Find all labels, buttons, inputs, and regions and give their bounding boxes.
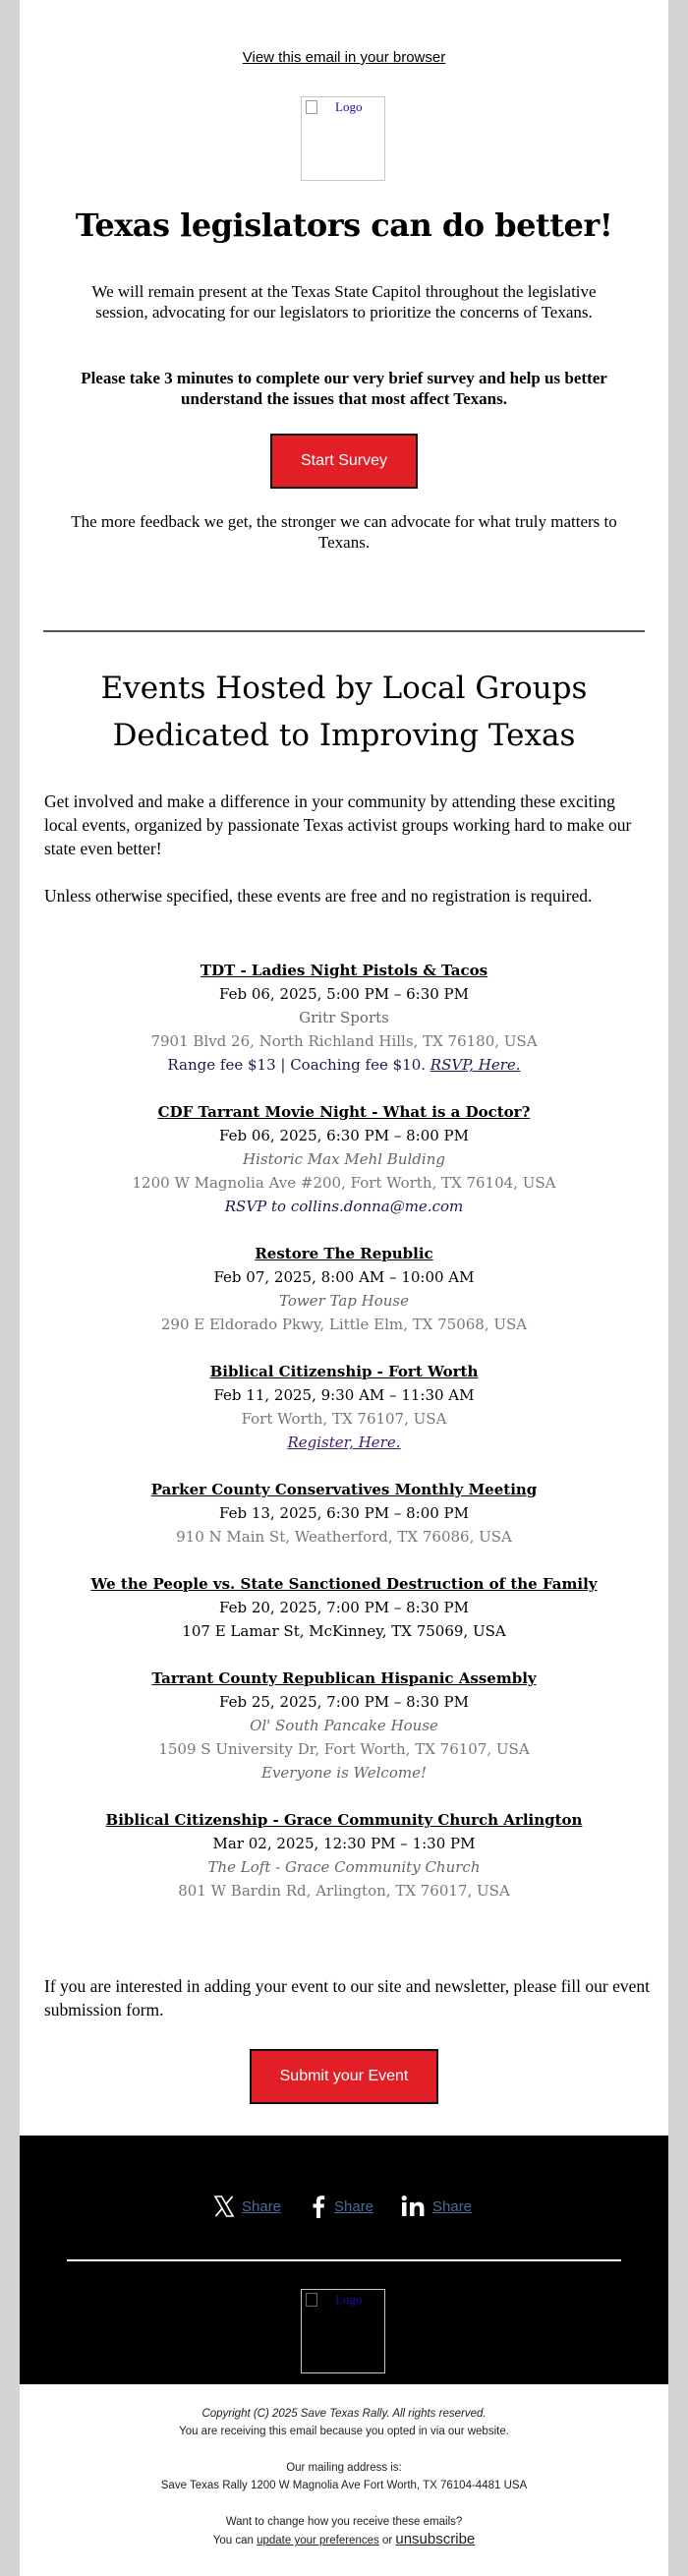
footer-logo-image: Logo (301, 2289, 385, 2373)
unsubscribe-link[interactable]: unsubscribe (395, 2531, 476, 2547)
register-link[interactable]: Register, Here. (287, 1434, 401, 1451)
share-linkedin-link[interactable]: Share (401, 2195, 472, 2218)
section-divider (43, 630, 645, 632)
survey-callout: Please take 3 minutes to complete our very brief survey and help us better understand the issues that most affect Texans. (81, 369, 607, 408)
event-title[interactable]: Biblical Citizenship - Fort Worth (209, 1363, 479, 1380)
preferences-block: Want to change how you receive these emails? You can update your preferences or unsubscribe (212, 2516, 476, 2547)
event-title[interactable]: Biblical Citizenship - Grace Community Church Arlington (105, 1811, 583, 1829)
event-address: 910 N Main St, Weatherford, TX 76086, USA (176, 1528, 512, 1546)
event-title[interactable]: CDF Tarrant Movie Night - What is a Doctor? (157, 1103, 531, 1121)
hero-title: Texas legislators can do better! (75, 206, 613, 244)
event-item (20, 959, 668, 1077)
event-item (20, 1667, 668, 1785)
social-share-bar (20, 2195, 668, 2220)
event-note: Everyone is Welcome! (261, 1764, 427, 1782)
event-venue: Tower Tap House (278, 1292, 410, 1310)
event-date: Feb 11, 2025, 9:30 AM – 11:30 AM (213, 1386, 475, 1404)
event-address: 1509 S University Dr, Fort Worth, TX 76107, USA (158, 1740, 530, 1758)
mailing-address: Save Texas Rally 1200 W Magnolia Ave Fort Worth, TX 76104-4481 USA (160, 2480, 528, 2491)
event-venue: Historic Max Mehl Bulding (243, 1150, 445, 1168)
opt-in-text: You are receiving this email because you opted in via our website. (179, 2426, 509, 2437)
event-address: 1200 W Magnolia Ave #200, Fort Worth, TX 76104, USA (132, 1174, 556, 1192)
mailing-label: Our mailing address is: (286, 2462, 402, 2474)
mailing-block (20, 2459, 668, 2494)
event-address: 801 W Bardin Rd, Arlington, TX 76017, USA (178, 1882, 510, 1900)
event-venue: Gritr Sports (299, 1009, 389, 1026)
share-x-link[interactable]: Share (212, 2195, 281, 2218)
footer (20, 2136, 668, 2384)
view-in-browser-link[interactable]: View this email in your browser (242, 49, 446, 66)
update-preferences-link[interactable]: update your preferences (257, 2535, 379, 2547)
linkedin-icon (401, 2195, 427, 2218)
event-address: Fort Worth, TX 76107, USA (241, 1410, 447, 1428)
footer-divider (67, 2259, 621, 2261)
submission-paragraph: If you are interested in adding your event to our site and newsletter, please fill our event submission form. (44, 1976, 650, 2020)
events-free-note: Unless otherwise specified, these events are free and no registration is required. (44, 886, 593, 906)
share-facebook-link[interactable]: Share (309, 2195, 373, 2218)
feedback-paragraph: The more feedback we get, the stronger we can advocate for what truly matters to Texans. (71, 512, 617, 552)
change-question: Want to change how you receive these emails? (225, 2516, 463, 2528)
facebook-icon (309, 2195, 328, 2218)
event-date: Feb 13, 2025, 6:30 PM – 8:00 PM (218, 1504, 469, 1522)
event-date: Feb 25, 2025, 7:00 PM – 8:30 PM (218, 1693, 469, 1711)
event-item (20, 1100, 668, 1218)
logo-image: Logo (301, 96, 385, 181)
event-title[interactable]: Tarrant County Republican Hispanic Assembly (151, 1669, 537, 1687)
event-item (20, 1360, 668, 1454)
events-heading: Events Hosted by Local Groups Dedicated to Improving Texas (100, 671, 588, 753)
start-survey-button[interactable]: Start Survey (270, 434, 418, 489)
event-date: Feb 06, 2025, 5:00 PM – 6:30 PM (218, 985, 469, 1003)
events-list (20, 959, 668, 1926)
event-note: Range fee $13 | Coaching fee $10. RSVP, Here. (167, 1056, 521, 1074)
event-date: Feb 07, 2025, 8:00 AM – 10:00 AM (213, 1268, 475, 1286)
broken-image-icon (306, 2293, 317, 2307)
event-date: Feb 20, 2025, 7:00 PM – 8:30 PM (218, 1599, 469, 1616)
event-title[interactable]: TDT - Ladies Night Pistols & Tacos (200, 962, 488, 979)
event-address: 290 E Eldorado Pkwy, Little Elm, TX 75068, USA (160, 1316, 528, 1333)
event-item (20, 1242, 668, 1336)
event-address: 107 E Lamar St, McKinney, TX 75069, USA (182, 1622, 506, 1640)
broken-image-icon (306, 100, 317, 114)
event-item (20, 1808, 668, 1903)
event-date: Feb 06, 2025, 6:30 PM – 8:00 PM (218, 1127, 469, 1144)
submit-event-button[interactable]: Submit your Event (250, 2049, 438, 2104)
event-date: Mar 02, 2025, 12:30 PM – 1:30 PM (212, 1835, 476, 1852)
events-intro: Get involved and make a difference in your community by attending these exciting local events, organized by passionate Texas activist groups working hard to make our state even better! (44, 791, 632, 858)
rsvp-link[interactable]: RSVP, Here. (430, 1056, 521, 1074)
hero-paragraph: We will remain present at the Texas State Capitol throughout the legislative session, advocating for our legislators to prioritize the concerns of Texans. (91, 282, 597, 322)
event-address: 7901 Blvd 26, North Richland Hills, TX 76180, USA (150, 1032, 538, 1050)
email-body (20, 0, 668, 2576)
event-title[interactable]: We the People vs. State Sanctioned Destruction of the Family (90, 1575, 598, 1593)
event-title[interactable]: Restore The Republic (255, 1245, 433, 1262)
copyright-text: Copyright (C) 2025 Save Texas Rally. All rights reserved. (201, 2408, 487, 2420)
event-item (20, 1478, 668, 1549)
copyright-block (20, 2405, 668, 2440)
event-item (20, 1572, 668, 1643)
event-venue: The Loft - Grace Community Church (207, 1858, 481, 1876)
event-note: RSVP to collins.donna@me.com (224, 1198, 464, 1215)
x-icon (212, 2195, 236, 2218)
event-title[interactable]: Parker County Conservatives Monthly Meeting (150, 1481, 538, 1498)
event-venue: Ol' South Pancake House (250, 1717, 438, 1734)
